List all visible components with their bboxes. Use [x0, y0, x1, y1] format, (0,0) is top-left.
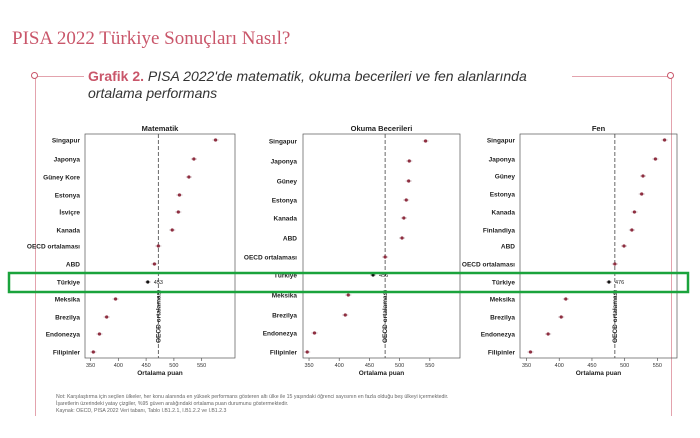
data-point	[640, 192, 643, 195]
category-label: Estonya	[271, 197, 297, 205]
category-label: Singapur	[51, 137, 80, 145]
category-label: Güney Kore	[43, 174, 80, 182]
oecd-line-label: OECD ortalaması	[155, 289, 163, 343]
category-label: Estonya	[489, 191, 515, 199]
category-label: Güney	[494, 173, 515, 181]
data-point	[564, 297, 567, 300]
data-point	[187, 175, 190, 178]
footnote-line: Not: Karşılaştırma için seçilen ülkeler, her konu alanında en yüksek performans gösteren altı ülke ile 15 yaşındaki öğrenci sayısının en fazla olduğu beş ülkeyi içermektedir.	[56, 394, 449, 400]
panel-title: Matematik	[141, 124, 179, 133]
turkiye-highlight-box	[9, 273, 688, 292]
category-label: İsviçre	[59, 209, 80, 217]
category-label: Brezilya	[55, 314, 80, 322]
data-point	[146, 280, 149, 283]
data-point	[663, 138, 666, 141]
oecd-line-label: OECD ortalaması	[382, 289, 390, 343]
category-label: Japonya	[270, 158, 297, 166]
highlight-value-label: 453	[153, 280, 163, 286]
data-point	[654, 157, 657, 160]
data-point	[157, 244, 160, 247]
category-label: Kanada	[56, 227, 80, 235]
data-point	[92, 350, 95, 353]
category-label: Singapur	[486, 137, 515, 145]
x-tick-label: 350	[521, 363, 532, 369]
category-label: Japonya	[53, 156, 80, 164]
footnote-line: İşaretlerin üzerindeki yatay çizgiler, %95 güven aralığındaki ortalama puan durumunu göstermektedir.	[56, 401, 289, 407]
data-point	[105, 315, 108, 318]
category-label: Meksika	[54, 296, 80, 304]
highlight-value-label: 476	[614, 280, 625, 286]
data-point	[214, 138, 217, 141]
category-label: Türkiye	[491, 279, 515, 287]
x-tick-label: 450	[141, 363, 151, 369]
footnote-line: Kaynak: OECD, PISA 2022 Veri tabanı, Tablo I.B1.2.1, I.B1.2.2 ve I.B1.2.3	[56, 408, 227, 414]
category-label: Endonezya	[262, 330, 297, 338]
data-point	[633, 210, 636, 213]
x-tick-label: 450	[587, 363, 597, 369]
x-axis-label: Ortalama puan	[575, 370, 622, 377]
oecd-line-label: OECD ortalaması	[611, 289, 619, 343]
data-point	[630, 228, 633, 231]
data-point	[313, 331, 316, 334]
data-point	[641, 174, 644, 177]
data-point	[607, 280, 610, 283]
data-point	[622, 244, 625, 247]
caption-text: PISA 2022'de matematik, okuma becerileri ve fen alanlarında ortalama performans	[88, 68, 527, 101]
category-label: Finlandiya	[482, 227, 515, 235]
x-tick-label: 400	[554, 363, 564, 369]
data-point	[400, 236, 403, 239]
category-label: Endonezya	[480, 331, 515, 339]
category-label: OECD ortalaması	[243, 254, 297, 262]
category-label: Estonya	[54, 192, 80, 200]
data-point	[384, 255, 387, 258]
data-point	[405, 198, 408, 201]
category-label: Güney	[276, 178, 297, 186]
plot-frame	[520, 134, 677, 358]
category-label: Meksika	[489, 296, 515, 304]
x-tick-label: 550	[652, 363, 662, 369]
data-point	[178, 193, 181, 196]
page-title: PISA 2022 Türkiye Sonuçları Nasıl?	[12, 28, 291, 49]
data-point	[306, 350, 309, 353]
x-tick-label: 550	[197, 363, 207, 369]
category-label: Filipinler	[269, 349, 297, 357]
x-tick-label: 400	[334, 363, 344, 369]
category-label: Endonezya	[45, 331, 80, 339]
category-label: Brezilya	[272, 312, 297, 320]
footnotes	[56, 394, 576, 415]
highlight-value-label: 456	[379, 273, 389, 279]
category-label: OECD ortalaması	[461, 261, 515, 269]
category-label: ABD	[500, 243, 515, 251]
data-point	[408, 159, 411, 162]
x-tick-label: 350	[304, 363, 314, 369]
category-label: Türkiye	[273, 272, 297, 280]
x-axis-label: Ortalama puan	[137, 370, 183, 377]
category-label: Meksika	[271, 292, 297, 300]
category-label: Filipinler	[52, 349, 80, 357]
category-label: Singapur	[268, 138, 297, 146]
category-label: ABD	[282, 235, 297, 243]
panel-title: Okuma Becerileri	[350, 124, 413, 133]
data-point	[529, 350, 532, 353]
x-tick-label: 500	[620, 363, 630, 369]
data-point	[424, 139, 427, 142]
category-label: Filipinler	[487, 349, 515, 357]
panel-title: Fen	[591, 124, 606, 133]
category-label: Brezilya	[490, 314, 515, 322]
category-label: Türkiye	[56, 279, 80, 287]
data-point	[177, 210, 180, 213]
data-point	[613, 262, 616, 265]
data-point	[347, 293, 350, 296]
data-point	[407, 179, 410, 182]
data-point	[192, 157, 195, 160]
category-label: Kanada	[491, 209, 515, 217]
x-tick-label: 400	[113, 363, 123, 369]
data-point	[560, 315, 563, 318]
x-axis-label: Ortalama puan	[358, 370, 405, 377]
x-tick-label: 350	[85, 363, 96, 369]
x-tick-label: 550	[425, 363, 435, 369]
x-tick-label: 450	[364, 363, 375, 369]
caption-label: Grafik 2.	[88, 68, 145, 84]
category-label: Kanada	[273, 215, 297, 223]
category-label: OECD ortalaması	[26, 243, 80, 251]
x-tick-label: 500	[169, 363, 179, 369]
data-point	[171, 228, 174, 231]
data-point	[547, 332, 550, 335]
data-point	[153, 262, 156, 265]
x-tick-label: 500	[395, 363, 405, 369]
data-point	[344, 313, 347, 316]
data-point	[98, 332, 101, 335]
category-label: ABD	[65, 261, 80, 269]
category-label: Japonya	[488, 156, 515, 164]
data-point	[114, 297, 117, 300]
data-point	[402, 216, 405, 219]
